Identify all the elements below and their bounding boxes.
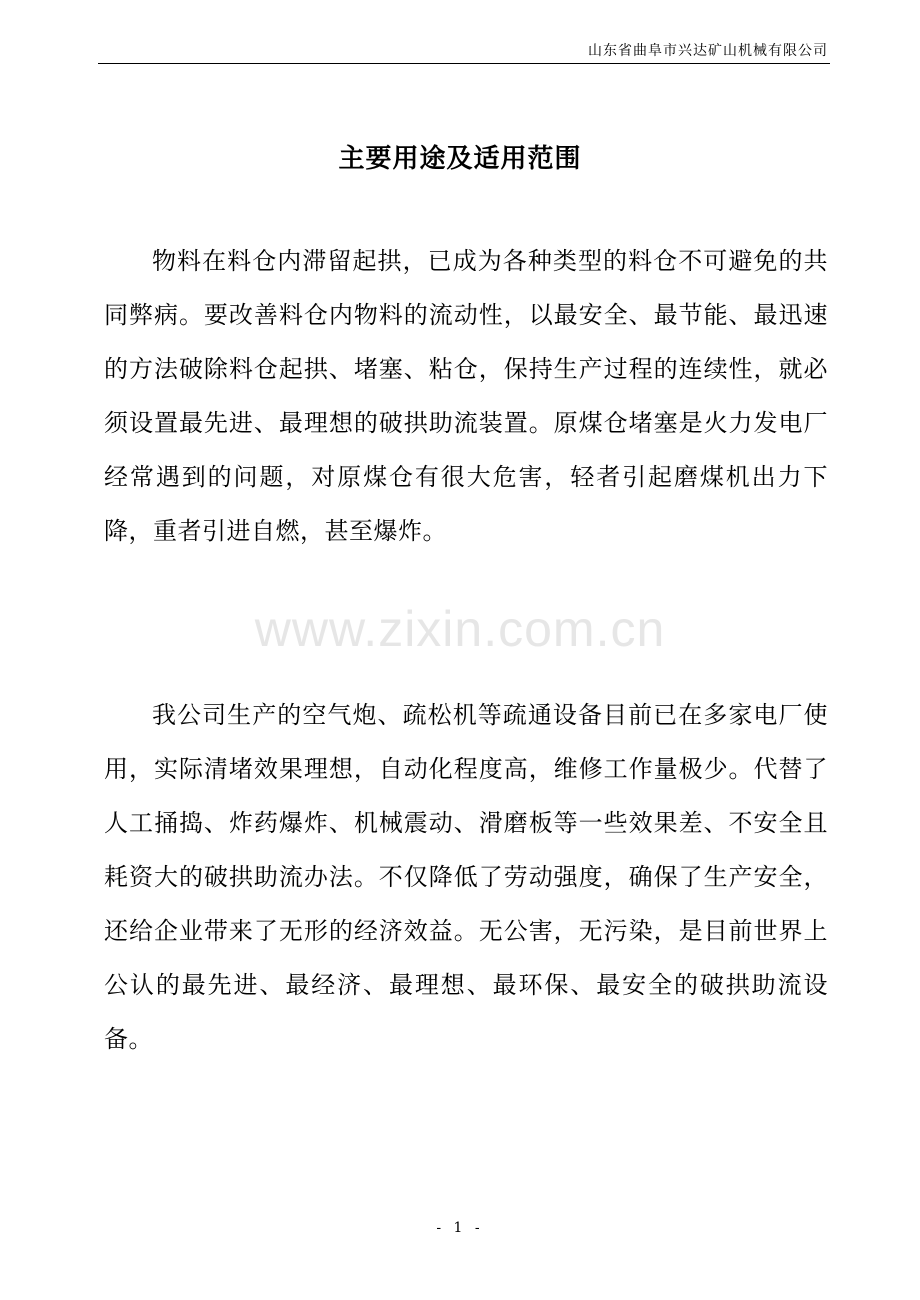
body-paragraph-2: 我公司生产的空气炮、疏松机等疏通设备目前已在多家电厂使用，实际清堵效果理想，自动化程度高，维修工作量极少。代替了人工捅捣、炸药爆炸、机械震动、滑磨板等一些效果差、不安全且耗资大的破拱助流办法。不仅降低了劳动强度，确保了生产安全，还给企业带来了无形的经济效益。无公害，无污染，是目前世界上公认的最先进、最经济、最理想、最环保、最安全的破拱助流设备。 [104,701,828,1053]
watermark: www.zixin.com.cn [254,601,666,657]
page-number: - 1 - [436,1220,484,1236]
header-divider [98,63,830,64]
header-company-name: 山东省曲阜市兴达矿山机械有限公司 [588,43,828,59]
document-title: 主要用途及适用范围 [338,144,582,174]
body-paragraph-1: 物料在料仓内滞留起拱，已成为各种类型的料仓不可避免的共同弊病。要改善料仓内物料的流动性，以最安全、最节能、最迅速的方法破除料仓起拱、堵塞、粘仓，保持生产过程的连续性，就必须设置最先进、最理想的破拱助流装置。原煤仓堵塞是火力发电厂经常遇到的问题，对原煤仓有很大危害，轻者引起磨煤机出力下降，重者引进自燃，甚至爆炸。 [104,247,828,545]
